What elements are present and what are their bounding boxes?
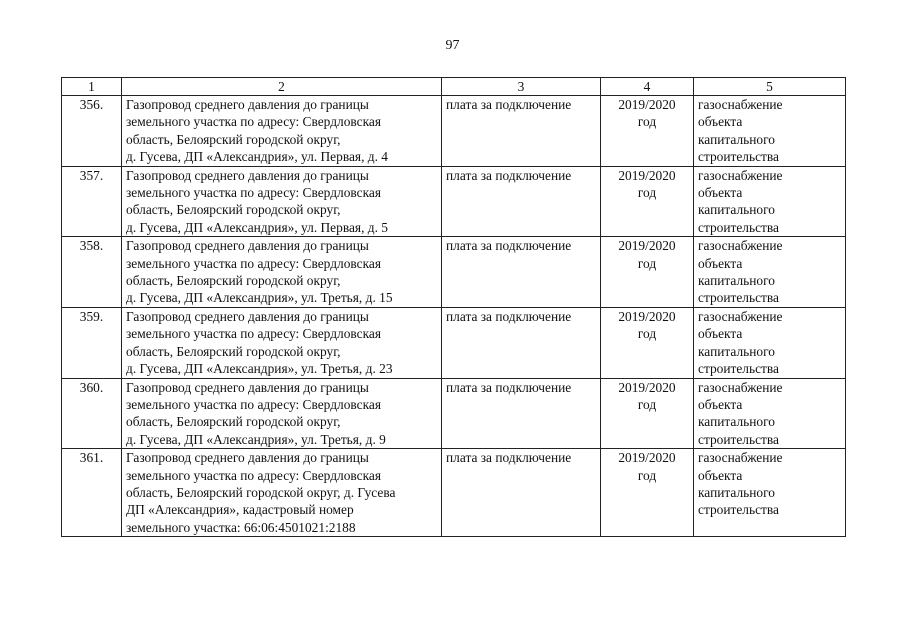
row-number: 357.	[62, 166, 122, 237]
gas-pipeline-table	[61, 77, 846, 537]
column-header: 4	[601, 78, 694, 96]
column-header: 5	[694, 78, 846, 96]
row-purpose: газоснабжение объекта капитального строительства	[694, 378, 846, 449]
row-description: Газопровод среднего давления до границы земельного участка по адресу: Свердловская область, Белоярский городской округ, д. Гусева, ДП «Александрия», ул. Третья, д. 9	[122, 378, 442, 449]
row-description: Газопровод среднего давления до границы земельного участка по адресу: Свердловская область, Белоярский городской округ, д. Гусева, ДП «Александрия», ул. Первая, д. 5	[122, 166, 442, 237]
page-number: 97	[445, 38, 460, 53]
row-description: Газопровод среднего давления до границы земельного участка по адресу: Свердловская область, Белоярский городской округ, д. Гусева, ДП «Александрия», ул. Третья, д. 23	[122, 307, 442, 378]
column-header: 2	[122, 78, 442, 96]
row-period: 2019/2020 год	[601, 307, 694, 378]
row-period: 2019/2020 год	[601, 378, 694, 449]
column-header: 3	[442, 78, 601, 96]
table-row	[62, 166, 846, 237]
row-funding-source: плата за подключение	[442, 307, 601, 378]
column-header: 1	[62, 78, 122, 96]
row-number: 361.	[62, 449, 122, 537]
row-period: 2019/2020 год	[601, 96, 694, 167]
table-row	[62, 96, 846, 167]
row-funding-source: плата за подключение	[442, 378, 601, 449]
table-header-row	[62, 78, 846, 96]
row-purpose: газоснабжение объекта капитального строительства	[694, 96, 846, 167]
row-number: 360.	[62, 378, 122, 449]
row-purpose: газоснабжение объекта капитального строительства	[694, 237, 846, 308]
row-funding-source: плата за подключение	[442, 237, 601, 308]
row-number: 359.	[62, 307, 122, 378]
table-row	[62, 307, 846, 378]
row-purpose: газоснабжение объекта капитального строительства	[694, 449, 846, 537]
row-purpose: газоснабжение объекта капитального строительства	[694, 307, 846, 378]
row-period: 2019/2020 год	[601, 449, 694, 537]
table-row	[62, 449, 846, 537]
row-number: 358.	[62, 237, 122, 308]
row-purpose: газоснабжение объекта капитального строительства	[694, 166, 846, 237]
row-number: 356.	[62, 96, 122, 167]
row-period: 2019/2020 год	[601, 166, 694, 237]
table-row	[62, 378, 846, 449]
row-description: Газопровод среднего давления до границы земельного участка по адресу: Свердловская область, Белоярский городской округ, д. Гусева ДП «Александрия», кадастровый номер земельного участка: 66:06:4501021:2188	[122, 449, 442, 537]
row-funding-source: плата за подключение	[442, 96, 601, 167]
row-period: 2019/2020 год	[601, 237, 694, 308]
table-row	[62, 237, 846, 308]
row-description: Газопровод среднего давления до границы земельного участка по адресу: Свердловская область, Белоярский городской округ, д. Гусева, ДП «Александрия», ул. Первая, д. 4	[122, 96, 442, 167]
row-funding-source: плата за подключение	[442, 449, 601, 537]
row-description: Газопровод среднего давления до границы земельного участка по адресу: Свердловская область, Белоярский городской округ, д. Гусева, ДП «Александрия», ул. Третья, д. 15	[122, 237, 442, 308]
row-funding-source: плата за подключение	[442, 166, 601, 237]
